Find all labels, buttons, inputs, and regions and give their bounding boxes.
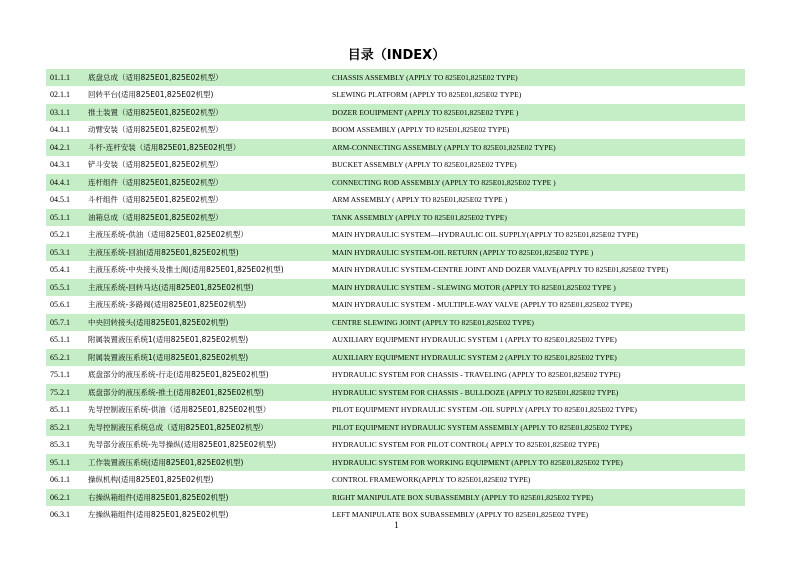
index-chinese-title: 底盘总成（适用825E01,825E02机型） (88, 72, 223, 82)
index-row (46, 297, 745, 315)
index-code: 06.1.1 (50, 475, 70, 485)
index-code: 85.1.1 (50, 405, 70, 415)
index-english-title: DOZER EOUIPMENT (APPLY TO 825E01,825E02 TYPE ) (332, 107, 519, 117)
index-chinese-title: 左操纵箱组件(适用825E01,825E02机型) (88, 510, 229, 520)
index-code: 75.1.1 (50, 370, 70, 380)
index-english-title: HYDRAULIC SYSTEM FOR CHASSIS - TRAVELING (APPLY TO 825E01,825E02 TYPE) (332, 370, 621, 380)
index-code: 04.1.1 (50, 125, 70, 135)
index-code: 65.2.1 (50, 352, 70, 362)
index-code: 85.3.1 (50, 440, 70, 450)
index-row (46, 192, 745, 210)
index-code: 04.5.1 (50, 195, 70, 205)
index-table (46, 69, 745, 524)
index-code: 01.1.1 (50, 72, 70, 82)
index-english-title: CENTRE SLEWING JOINT (APPLY TO 825E01,825E02 TYPE) (332, 317, 534, 327)
index-english-title: LEFT MANIPULATE BOX SUBASSEMBLY (APPLY TO 825E01,825E02 TYPE) (332, 510, 588, 520)
index-row (46, 419, 745, 437)
index-row (46, 367, 745, 385)
index-english-title: PILOT EQUIPMENT HYDRAULIC SYSTEM ASSEMBLY (APPLY TO 825E01,825E02 TYPE) (332, 422, 632, 432)
index-code: 85.2.1 (50, 422, 70, 432)
index-code: 02.1.1 (50, 90, 70, 100)
index-code: 75.2.1 (50, 387, 70, 397)
index-english-title: PILOT EQUIPMENT HYDRAULIC SYSTEM -OIL SUPPLY (APPLY TO 825E01,825E02 TYPE) (332, 405, 637, 415)
index-chinese-title: 油箱总成（适用825E01,825E02机型） (88, 212, 223, 222)
index-chinese-title: 主液压系统-中央接头及推土阀(适用825E01,825E02机型) (88, 265, 284, 275)
index-chinese-title: 主液压系统-回油(适用825E01,825E02机型) (88, 247, 239, 257)
index-english-title: ARM ASSEMBLY ( APPLY TO 825E01,825E02 TYPE ) (332, 195, 508, 205)
index-code: 05.4.1 (50, 265, 70, 275)
index-english-title: CONNECTING ROD ASSEMBLY (APPLY TO 825E01,825E02 TYPE ) (332, 177, 556, 187)
index-chinese-title: 动臂安装（适用825E01,825E02机型） (88, 125, 223, 135)
index-code: 06.2.1 (50, 492, 70, 502)
index-english-title: HYDRAULIC SYSTEM FOR WORKING EQUIPMENT (APPLY TO 825E01,825E02 TYPE) (332, 457, 623, 467)
index-code: 04.3.1 (50, 160, 70, 170)
index-row (46, 174, 745, 192)
index-row (46, 384, 745, 402)
index-code: 95.1.1 (50, 457, 70, 467)
index-code: 05.6.1 (50, 300, 70, 310)
index-chinese-title: 主液压系统-供油（适用825E01,825E02机型） (88, 230, 248, 240)
index-row (46, 122, 745, 140)
index-code: 04.2.1 (50, 142, 70, 152)
index-code: 05.5.1 (50, 282, 70, 292)
index-row (46, 157, 745, 175)
index-chinese-title: 右操纵箱组件(适用825E01,825E02机型) (88, 492, 229, 502)
index-english-title: MAIN HYDRAULIC SYSTEM-CENTRE JOINT AND DOZER VALVE(APPLY TO 825E01,825E02 TYPE) (332, 265, 669, 275)
index-english-title: RIGHT MANIPULATE BOX SUBASSEMBLY (APPLY TO 825E01,825E02 TYPE) (332, 492, 594, 502)
index-chinese-title: 工作装置液压系统(适用825E01,825E02机型) (88, 457, 244, 467)
index-code: 05.2.1 (50, 230, 70, 240)
index-chinese-title: 操纵机构(适用825E01,825E02机型) (88, 475, 214, 485)
index-chinese-title: 铲斗安装（适用825E01,825E02机型） (88, 160, 223, 170)
index-row (46, 279, 745, 297)
index-chinese-title: 主液压系统-多路阀(适用825E01,825E02机型) (88, 300, 247, 310)
index-english-title: MAIN HYDRAULIC SYSTEM—HYDRAULIC OIL SUPPLY(APPLY TO 825E01,825E02 TYPE) (332, 230, 639, 240)
index-english-title: BUCKET ASSEMBLY (APPLY TO 825E01,825E02 TYPE) (332, 160, 517, 170)
index-row (46, 314, 745, 332)
index-chinese-title: 主液压系统-回转马达(适用825E01,825E02机型) (88, 282, 254, 292)
index-row (46, 227, 745, 245)
index-code: 03.1.1 (50, 107, 70, 117)
index-english-title: MAIN HYDRAULIC SYSTEM - MULTIPLE-WAY VALVE (APPLY TO 825E01,825E02 TYPE) (332, 300, 633, 310)
index-row (46, 437, 745, 455)
page-title: 目录（INDEX） (347, 48, 446, 63)
index-chinese-title: 先导控制液压系统-供油（适用825E01,825E02机型） (88, 405, 271, 415)
index-row (46, 454, 745, 472)
index-row (46, 104, 745, 122)
index-chinese-title: 连杆组件（适用825E01,825E02机型） (88, 177, 223, 187)
index-chinese-title: 斗杆组件（适用825E01,825E02机型） (88, 195, 223, 205)
index-english-title: AUXILIARY EQUIPMENT HYDRAULIC SYSTEM 2 (APPLY TO 825E01,825E02 TYPE) (332, 352, 617, 362)
index-code: 05.7.1 (50, 317, 70, 327)
index-code: 06.3.1 (50, 510, 70, 520)
index-chinese-title: 底盘部分的液压系统-推土(适用82E01,825E02机型) (88, 387, 264, 397)
index-chinese-title: 推土装置（适用825E01,825E02机型） (88, 107, 223, 117)
index-row (46, 472, 745, 490)
index-english-title: CONTROL FRAMEWORK(APPLY TO 825E01,825E02 TYPE) (332, 475, 531, 485)
index-row (46, 139, 745, 157)
index-row (46, 87, 745, 105)
index-english-title: AUXILIARY EQUIPMENT HYDRAULIC SYSTEM 1 (APPLY TO 825E01,825E02 TYPE) (332, 335, 617, 345)
index-english-title: SLEWING PLATFORM (APPLY TO 825E01,825E02 TYPE) (332, 90, 522, 100)
page-number: 1 (394, 520, 399, 530)
index-code: 65.1.1 (50, 335, 70, 345)
index-row (46, 489, 745, 507)
index-chinese-title: 附属装置液压系统1(适用825E01,825E02机型) (88, 352, 249, 362)
index-chinese-title: 回转平台(适用825E01,825E02机型) (88, 90, 214, 100)
index-row (46, 402, 745, 420)
index-code: 05.1.1 (50, 212, 70, 222)
index-row (46, 332, 745, 350)
index-row (46, 209, 745, 227)
index-row (46, 349, 745, 367)
index-chinese-title: 先导控制液压系统总成（适用825E01,825E02机型） (88, 422, 268, 432)
index-chinese-title: 斗杆-连杆安装（适用825E01,825E02机型） (88, 142, 241, 152)
index-row (46, 262, 745, 280)
index-chinese-title: 中央回转接头(适用825E01,825E02机型) (88, 317, 229, 327)
index-english-title: CHASSIS ASSEMBLY (APPLY TO 825E01,825E02 TYPE) (332, 72, 518, 82)
index-english-title: ARM-CONNECTING ASSEMBLY (APPLY TO 825E01,825E02 TYPE) (332, 142, 556, 152)
index-code: 05.3.1 (50, 247, 70, 257)
index-chinese-title: 底盘部分的液压系统-行走(适用825E01,825E02机型) (88, 370, 269, 380)
index-english-title: HYDRAULIC SYSTEM FOR CHASSIS - BULLDOZE (APPLY TO 825E01,825E02 TYPE) (332, 387, 619, 397)
index-english-title: BOOM ASSEMBLY (APPLY TO 825E01,825E02 TYPE) (332, 125, 510, 135)
index-english-title: MAIN HYDRAULIC SYSTEM-OIL RETURN (APPLY TO 825E01,825E02 TYPE ) (332, 247, 594, 257)
index-chinese-title: 附属装置液压系统1(适用825E01,825E02机型) (88, 335, 249, 345)
index-english-title: HYDRAULIC SYSTEM FOR PILOT CONTROL( APPLY TO 825E01,825E02 TYPE) (332, 440, 600, 450)
index-row (46, 69, 745, 87)
index-english-title: TANK ASSEMBLY (APPLY TO 825E01,825E02 TYPE) (332, 212, 507, 222)
index-row (46, 244, 745, 262)
index-chinese-title: 先导部分液压系统-先导操纵(适用825E01,825E02机型) (88, 440, 277, 450)
index-code: 04.4.1 (50, 177, 70, 187)
index-english-title: MAIN HYDRAULIC SYSTEM - SLEWING MOTOR (APPLY TO 825E01,825E02 TYPE ) (332, 282, 616, 292)
